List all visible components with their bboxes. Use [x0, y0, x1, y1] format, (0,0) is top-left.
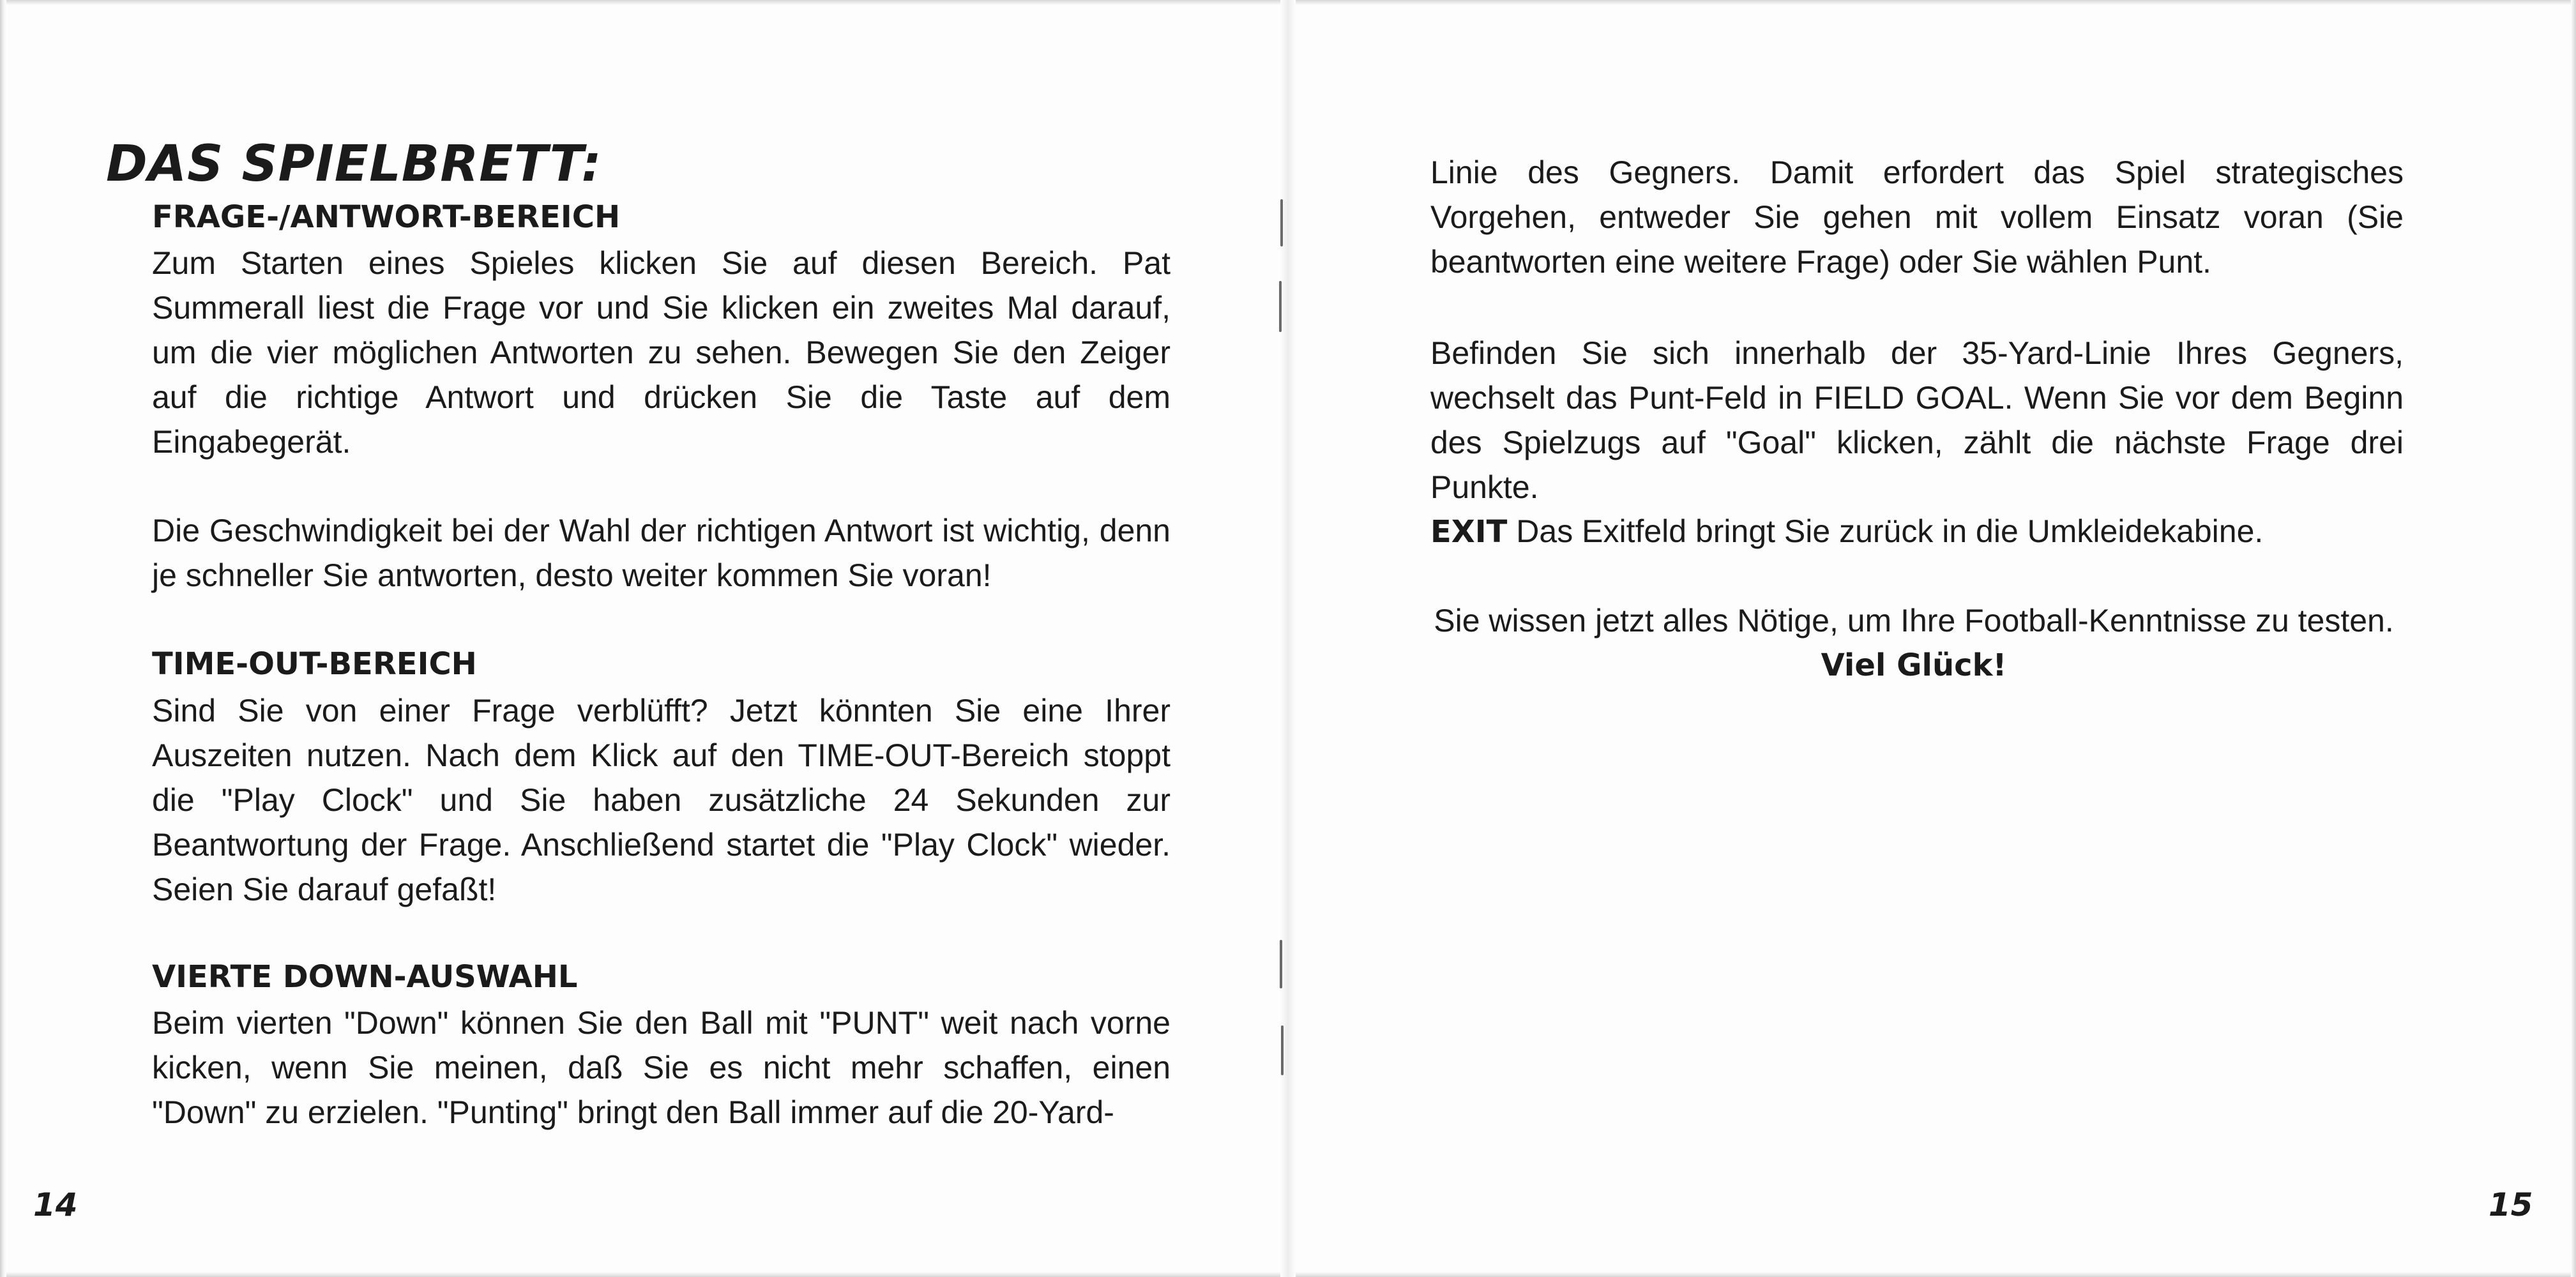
- section-heading-time-out: TIME-OUT-BEREICH: [152, 646, 477, 682]
- section-heading-frage-antwort: FRAGE-/ANTWORT-BEREICH: [152, 199, 621, 235]
- paragraph-punt-continued: Linie des Gegners. Damit erfordert das Spiel strategisches Vorgehen, entweder Sie gehen mit vollem Einsatz voran (Sie beantworten eine weitere Frage) oder Sie wählen Punt.: [1430, 155, 2404, 280]
- exit-label: EXIT: [1430, 514, 1508, 550]
- exit-description: Das Exitfeld bringt Sie zurück in die Umkleidekabine.: [1507, 513, 2264, 549]
- closing-line: Sie wissen jetzt alles Nötige, um Ihre Football-Kenntnisse zu testen.: [1434, 603, 2394, 638]
- staple-lower-1: [1280, 940, 1282, 988]
- paragraph-time-out: Sind Sie von einer Frage verblüfft? Jetzt könnten Sie eine Ihrer Auszeiten nutzen. Nach dem Klick auf den TIME-OUT-Bereich stoppt die "Play Clock" und Sie haben zusätzliche 24 Sekunden zur Beantwortung der Frage. Anschließend startet die "Play Clock" wieder. Seien Sie darauf gefaßt!: [152, 693, 1171, 907]
- page-number-left: 14: [33, 1186, 78, 1223]
- paragraph-vierte-down: Beim vierten "Down" können Sie den Ball mit "PUNT" weit nach vorne kicken, wenn Sie meinen, daß Sie es nicht mehr schaffen, einen "Down" zu erzielen. "Punting" bringt den Ball immer auf die 20-Yard-: [152, 1005, 1171, 1130]
- paragraph-frage-antwort-1: Zum Starten eines Spieles klicken Sie auf diesen Bereich. Pat Summerall liest die Frage vor und Sie klicken ein zweites Mal darauf, um die vier möglichen Antworten zu sehen. Bewegen Sie den Zeiger auf die richtige Antwort und drücken Sie die Taste auf dem Eingabegerät.: [152, 245, 1171, 460]
- staple-lower-2: [1281, 1025, 1284, 1075]
- page-title: DAS SPIELBRETT:: [106, 135, 602, 193]
- paragraph-field-goal: Befinden Sie sich innerhalb der 35-Yard-Linie Ihres Gegners, wechselt das Punt-Feld in FIELD GOAL. Wenn Sie vor dem Beginn des Spielzugs auf "Goal" klicken, zählt die nächste Frage drei Punkte.: [1430, 335, 2404, 505]
- page-number-right: 15: [2489, 1186, 2533, 1223]
- section-heading-vierte-down: VIERTE DOWN-AUSWAHL: [152, 959, 578, 995]
- sign-off: Viel Glück!: [1821, 647, 2007, 683]
- right-page: [1288, 0, 2576, 1277]
- paragraph-exit: [1430, 509, 2404, 554]
- paragraph-frage-antwort-2: Die Geschwindigkeit bei der Wahl der richtigen Antwort ist wichtig, denn je schneller Sie antworten, desto weiter kommen Sie voran!: [152, 513, 1171, 593]
- staple-upper-2: [1279, 281, 1282, 332]
- staple-upper-1: [1280, 199, 1283, 246]
